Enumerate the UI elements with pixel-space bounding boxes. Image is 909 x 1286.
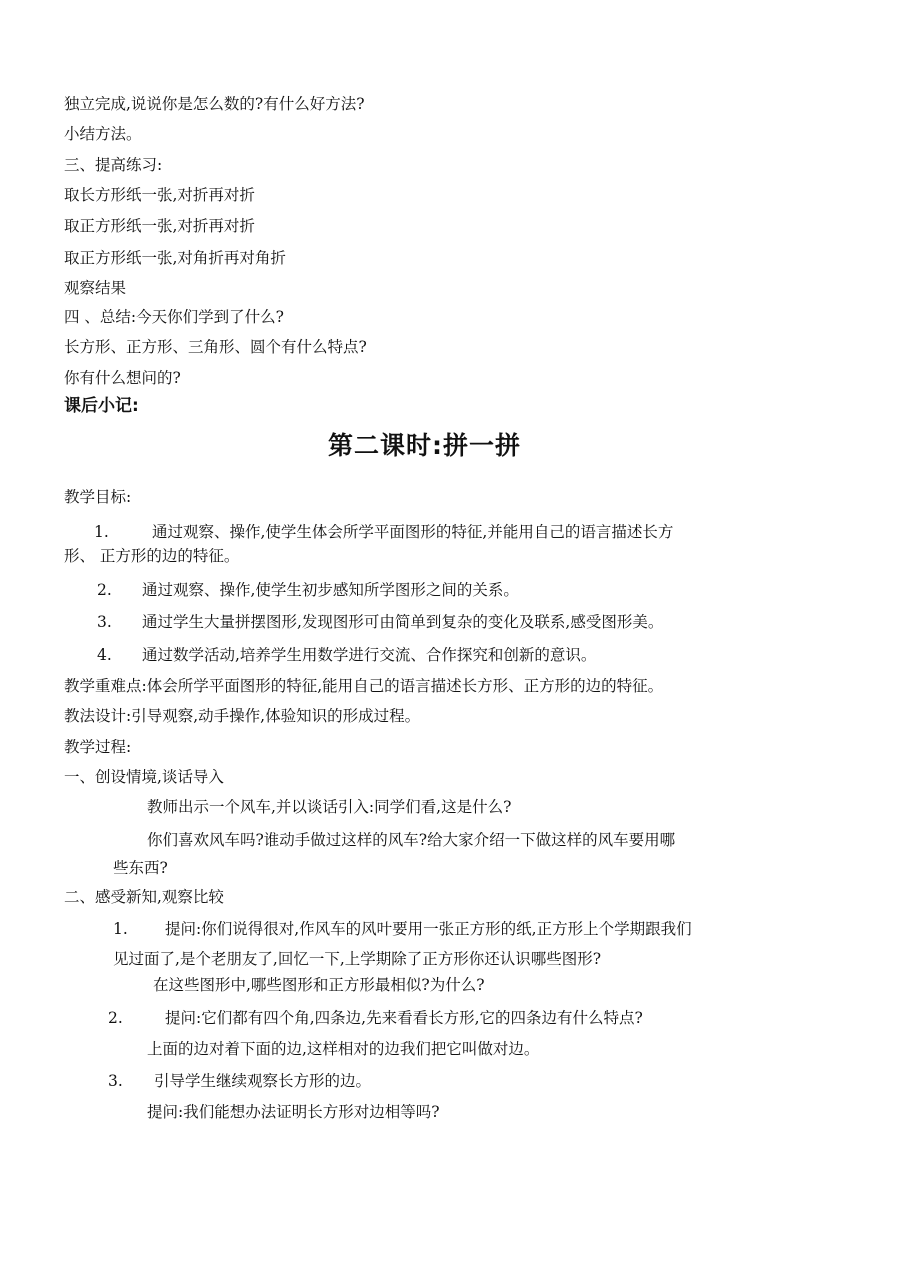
process-item-3-continued: 提问:我们能想办法证明长方形对边相等吗? <box>147 1103 440 1121</box>
section-heading: 一、创设情境,谈话导入 <box>64 768 224 786</box>
objective-item-1-continued: 形、 正方形的边的特征。 <box>64 547 240 565</box>
text-line: 取正方形纸一张,对折再对折 <box>64 217 255 235</box>
section-heading: 三、提高练习: <box>64 156 163 174</box>
objective-text: 通过数学活动,培养学生用数学进行交流、合作探究和创新的意识。 <box>142 646 597 664</box>
text-line: 独立完成,说说你是怎么数的?有什么好方法? <box>64 95 365 113</box>
objectives-label: 教学目标: <box>64 488 132 506</box>
objective-item-4 <box>97 645 596 665</box>
key-points: 教学重难点:体会所学平面图形的特征,能用自己的语言描述长方形、正方形的边的特征。 <box>64 677 664 695</box>
section-heading: 二、感受新知,观察比较 <box>64 888 224 906</box>
process-item-1-continued: 见过面了,是个老朋友了,回忆一下,上学期除了正方形你还认识哪些图形? <box>113 950 602 968</box>
process-text: 提问:你们说得很对,作风车的风叶要用一张正方形的纸,正方形上个学期跟我们 <box>165 920 692 938</box>
after-class-notes-heading: 课后小记: <box>64 396 139 416</box>
list-number: 2. <box>108 1009 123 1027</box>
objective-item-2 <box>97 580 519 600</box>
objective-item-3 <box>97 612 663 632</box>
paragraph: 教师出示一个风车,并以谈话引入:同学们看,这是什么? <box>147 798 512 816</box>
text-line: 小结方法。 <box>64 125 142 143</box>
paragraph-continued: 些东西? <box>113 859 168 877</box>
process-item-1 <box>113 919 692 939</box>
lesson-title: 第二课时:拼一拼 <box>328 431 521 460</box>
list-number: 2. <box>97 581 112 599</box>
objective-item-1 <box>94 522 673 542</box>
list-number: 1. <box>113 920 128 938</box>
list-number: 3. <box>97 613 112 631</box>
process-text: 提问:它们都有四个角,四条边,先来看看长方形,它的四条边有什么特点? <box>165 1009 643 1027</box>
list-number: 3. <box>108 1072 123 1090</box>
process-label: 教学过程: <box>64 738 132 756</box>
process-item-3 <box>108 1071 371 1091</box>
text-line: 长方形、正方形、三角形、圆个有什么特点? <box>64 338 367 356</box>
process-item-2-continued: 上面的边对着下面的边,这样相对的边我们把它叫做对边。 <box>147 1040 540 1058</box>
text-line: 你有什么想问的? <box>64 369 181 387</box>
objective-text: 通过观察、操作,使学生初步感知所学图形之间的关系。 <box>142 581 519 599</box>
paragraph: 你们喜欢风车吗?谁动手做过这样的风车?给大家介绍一下做这样的风车要用哪 <box>147 831 676 849</box>
process-item-2 <box>108 1008 643 1028</box>
text-line: 取长方形纸一张,对折再对折 <box>64 186 255 204</box>
process-item-1-continued: 在这些图形中,哪些图形和正方形最相似?为什么? <box>153 976 485 994</box>
text-line: 观察结果 <box>64 279 127 297</box>
teaching-method: 教法设计:引导观察,动手操作,体验知识的形成过程。 <box>64 707 421 725</box>
process-text: 引导学生继续观察长方形的边。 <box>154 1072 372 1090</box>
list-number: 4. <box>97 646 112 664</box>
text-line: 取正方形纸一张,对角折再对角折 <box>64 249 286 267</box>
objective-text: 通过观察、操作,使学生体会所学平面图形的特征,并能用自己的语言描述长方 <box>152 523 674 541</box>
objective-text: 通过学生大量拼摆图形,发现图形可由简单到复杂的变化及联系,感受图形美。 <box>142 613 664 631</box>
list-number: 1. <box>94 523 109 541</box>
section-heading: 四 、总结:今天你们学到了什么? <box>64 308 284 326</box>
